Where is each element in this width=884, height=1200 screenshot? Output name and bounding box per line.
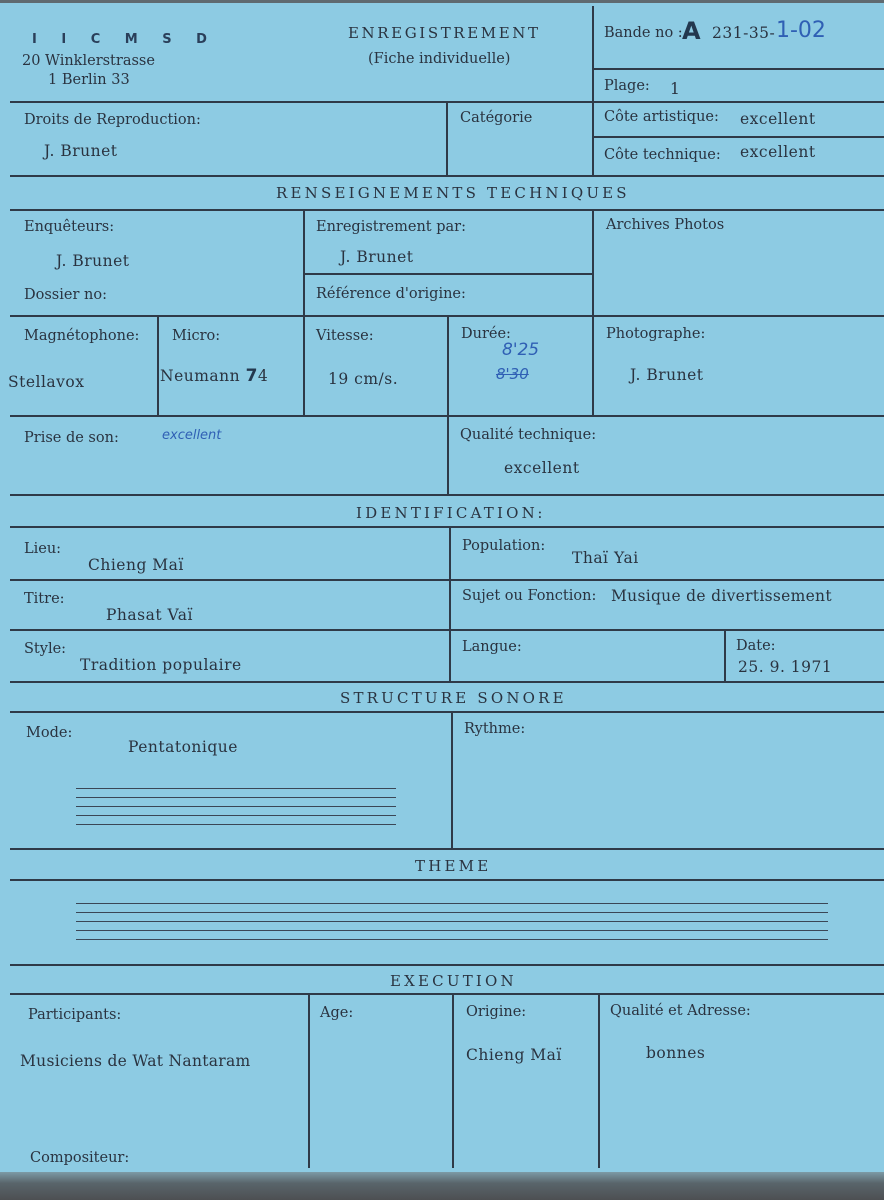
exec-divider-2 [452, 993, 454, 1168]
qualite-adresse-value: bonnes [646, 1044, 706, 1062]
duree-value: 8'25 [502, 340, 540, 360]
population-label: Population: [462, 538, 546, 554]
enqueteurs-label: Enquêteurs: [24, 219, 115, 235]
droits-value: J. Brunet [44, 142, 118, 160]
vitesse-value: 19 cm/s. [328, 370, 399, 388]
enregistrement-par-value: J. Brunet [340, 248, 414, 266]
age-label: Age: [320, 1005, 354, 1021]
rights-divider-2 [592, 101, 594, 176]
exec-divider-1 [308, 993, 310, 1168]
execution-section-title: EXECUTION [390, 972, 517, 990]
titre-value: Phasat Vaï [106, 606, 193, 624]
bande-number: 231-35- [712, 24, 776, 42]
cote-artistique-label: Côte artistique: [604, 109, 719, 125]
enregistrement-par-label: Enregistrement par: [316, 219, 466, 235]
lieu-label: Lieu: [24, 541, 62, 557]
style-label: Style: [24, 641, 67, 657]
cote-divider [592, 136, 884, 138]
address-line-1: 20 Winklerstrasse [22, 53, 155, 69]
archives-photos-label: Archives Photos [606, 217, 725, 233]
rule-9 [10, 629, 884, 631]
magnetophone-value: Stellavox [8, 373, 85, 391]
rule-3 [10, 209, 884, 211]
equip-divider-2 [303, 315, 305, 416]
rule-7 [10, 526, 884, 528]
qualite-technique-value: excellent [504, 459, 580, 477]
langue-label: Langue: [462, 639, 522, 655]
compositeur-label: Compositeur: [30, 1150, 130, 1166]
reference-label: Référence d'origine: [316, 286, 466, 302]
participants-value: Musiciens de Wat Nantaram [20, 1052, 251, 1070]
micro-value-prefix: Neumann [160, 367, 246, 385]
rule-13 [10, 879, 884, 881]
style-value: Tradition populaire [80, 656, 242, 674]
origine-value: Chieng Maï [466, 1046, 562, 1064]
prise-divider [447, 415, 449, 495]
rule-15 [10, 993, 884, 995]
qualite-adresse-label: Qualité et Adresse: [610, 1003, 751, 1019]
rule-14 [10, 964, 884, 966]
photographe-label: Photographe: [606, 326, 706, 342]
structure-divider [451, 711, 453, 849]
vitesse-label: Vitesse: [316, 328, 374, 344]
prise-de-son-label: Prise de son: [24, 430, 119, 446]
cote-technique-label: Côte technique: [604, 147, 721, 163]
mode-value: Pentatonique [128, 738, 238, 756]
date-divider [724, 629, 726, 682]
duree-label: Durée: [461, 326, 511, 342]
dossier-label: Dossier no: [24, 287, 107, 303]
ident-divider [449, 526, 451, 682]
micro-value-suffix: 4 [257, 367, 269, 385]
participants-label: Participants: [28, 1007, 122, 1023]
rule-6 [10, 494, 884, 496]
form-title: ENREGISTREMENT [348, 24, 541, 42]
plage-label: Plage: [604, 78, 650, 94]
rule-8 [10, 579, 884, 581]
plage-value: 1 [670, 80, 681, 98]
org-name: I I C M S D [32, 32, 217, 47]
lieu-value: Chieng Maï [88, 556, 184, 574]
tech-divider-2 [592, 209, 594, 316]
sujet-value: Musique de divertissement [611, 587, 832, 605]
bande-handwritten: 1-02 [776, 18, 826, 43]
rule-10 [10, 681, 884, 683]
plage-top-line [592, 68, 884, 70]
date-label: Date: [736, 638, 776, 654]
rule-12 [10, 848, 884, 850]
rule-2 [10, 175, 884, 177]
origine-label: Origine: [466, 1004, 527, 1020]
micro-label: Micro: [172, 328, 221, 344]
enreg-split [303, 273, 592, 275]
magnetophone-label: Magnétophone: [24, 328, 140, 344]
prise-de-son-value: excellent [162, 428, 222, 443]
theme-section-title: THEME [415, 857, 492, 875]
micro-value [160, 367, 268, 385]
identification-section-title: IDENTIFICATION: [356, 504, 546, 522]
date-value: 25. 9. 1971 [738, 658, 833, 676]
bande-label: Bande no : [604, 25, 683, 41]
cote-technique-value: excellent [740, 143, 816, 161]
rights-divider-1 [446, 101, 448, 176]
structure-section-title: STRUCTURE SONORE [340, 689, 567, 707]
bande-prefix: A [682, 17, 701, 45]
rythme-label: Rythme: [464, 721, 526, 737]
exec-divider-3 [598, 993, 600, 1168]
photographe-value: J. Brunet [630, 366, 704, 384]
equip-divider-4 [592, 315, 594, 416]
equip-divider-3 [447, 315, 449, 416]
qualite-technique-label: Qualité technique: [460, 427, 597, 443]
titre-label: Titre: [24, 591, 65, 607]
address-line-2: 1 Berlin 33 [48, 72, 130, 88]
form-subtitle: (Fiche individuelle) [368, 51, 511, 67]
tech-divider-1 [303, 209, 305, 316]
technical-section-title: RENSEIGNEMENTS TECHNIQUES [276, 184, 630, 202]
enqueteurs-value: J. Brunet [56, 252, 130, 270]
cote-artistique-value: excellent [740, 110, 816, 128]
header-divider [592, 6, 594, 102]
duree-struck-value: 8'30 [496, 365, 529, 383]
droits-label: Droits de Reproduction: [24, 112, 201, 128]
micro-value-hand: 7 [245, 366, 258, 386]
equip-divider-1 [157, 315, 159, 416]
mode-label: Mode: [26, 725, 73, 741]
population-value: Thaï Yai [572, 549, 639, 567]
rule-11 [10, 711, 884, 713]
categorie-label: Catégorie [460, 110, 533, 126]
sujet-label: Sujet ou Fonction: [462, 588, 597, 604]
